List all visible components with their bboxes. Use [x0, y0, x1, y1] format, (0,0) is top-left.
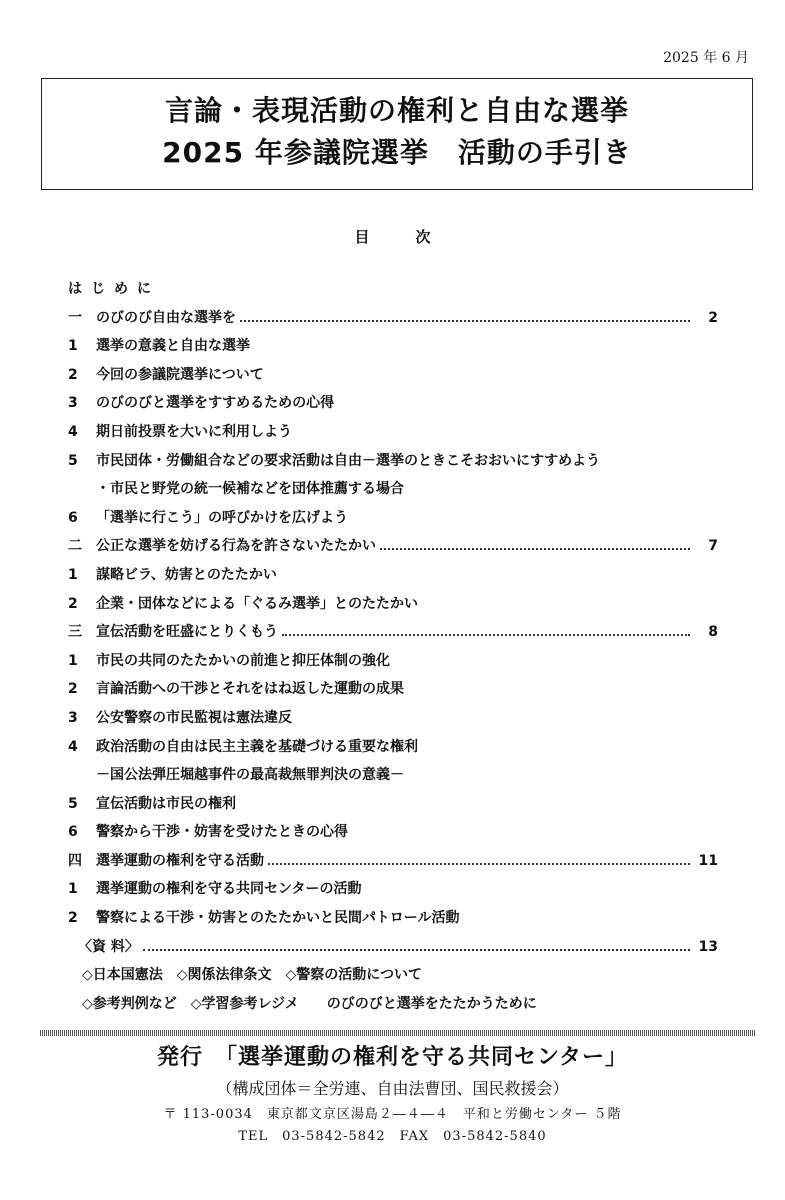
toc-number: 5	[68, 795, 78, 812]
toc-number: 2	[68, 595, 78, 612]
toc-page-number: 7	[708, 538, 718, 555]
toc-item	[68, 478, 718, 507]
toc-item	[68, 821, 718, 850]
materials-list-text: ◇日本国憲法 ◇関係法律条文 ◇警察の活動について	[82, 967, 423, 984]
toc-item	[68, 335, 718, 364]
toc-page-number: 13	[698, 938, 718, 955]
toc-leader-dots	[282, 634, 690, 636]
toc-text: 企業・団体などによる「ぐるみ選挙」とのたたかい	[96, 595, 418, 612]
toc-materials-list	[68, 964, 718, 993]
toc-item	[68, 507, 718, 536]
toc-number: 6	[68, 824, 78, 841]
toc-text: 選挙の意義と自由な選挙	[96, 338, 250, 355]
toc-item	[68, 707, 718, 736]
toc-text: 宣伝活動を旺盛にとりくもう	[96, 624, 278, 641]
toc-materials	[68, 936, 718, 965]
toc-number: 1	[68, 652, 78, 669]
document-title: 言論・表現活動の権利と自由な選挙	[164, 94, 629, 127]
document-subtitle: 2025 年参議院選挙 活動の手引き	[162, 136, 632, 169]
toc-text: 「選挙に行こう」の呼びかけを広げよう	[96, 509, 348, 526]
toc-number: 1	[68, 881, 78, 898]
toc-number: 三	[68, 624, 82, 641]
toc-number: 3	[68, 709, 78, 726]
toc-number: 二	[68, 538, 82, 555]
toc-number: 3	[68, 395, 78, 412]
toc-text: 政治活動の自由は民主主義を基礎づける重要な権利	[96, 738, 418, 755]
toc-item	[68, 878, 718, 907]
materials-list-text: ◇参考判例など ◇学習参考レジメ のびのびと選挙をたたかうために	[82, 995, 537, 1012]
toc-text: 警察による干渉・妨害とのたたかいと民間パトロール活動	[96, 910, 460, 927]
toc-number: 6	[68, 509, 78, 526]
toc-number: 四	[68, 852, 82, 869]
toc-text: 公正な選挙を妨げる行為を許さないたたかい	[96, 538, 376, 555]
toc-materials-label: 〈資 料〉	[78, 938, 139, 955]
toc-number: 4	[68, 738, 78, 755]
toc-page-number: 2	[708, 309, 718, 326]
address: 〒 113-0034 東京都文京区湯島２―４―４ 平和と労働センター ５階	[163, 1107, 622, 1122]
toc-item	[68, 593, 718, 622]
toc-text: 期日前投票を大いに利用しよう	[96, 423, 292, 440]
toc-text: 宣伝活動は市民の権利	[96, 795, 236, 812]
toc-item	[68, 364, 718, 393]
toc-item	[68, 564, 718, 593]
toc-text: のびのび自由な選挙を	[96, 309, 236, 326]
toc-item	[68, 678, 718, 707]
toc-number: 1	[68, 338, 78, 355]
toc-text: 謀略ビラ、妨害とのたたかい	[96, 566, 277, 583]
table-of-contents	[68, 278, 718, 1021]
toc-page-number: 8	[708, 624, 718, 641]
toc-text: 公安警察の市民監視は憲法違反	[96, 709, 292, 726]
member-organizations: （構成団体＝全労連、自由法曹団、国民救援会）	[216, 1079, 569, 1098]
publisher: 発行 「選挙運動の権利を守る共同センター」	[156, 1045, 629, 1070]
toc-intro	[68, 278, 718, 307]
contact-numbers: TEL 03-5842-5842 FAX 03-5842-5840	[238, 1129, 547, 1144]
toc-subitem-text: －国公法弾圧堀越事件の最高裁無罪判決の意義－	[96, 767, 404, 784]
toc-number: 1	[68, 566, 78, 583]
toc-item	[68, 764, 718, 793]
footer-separator	[40, 1030, 756, 1036]
toc-intro-label: はじめに	[68, 281, 160, 297]
toc-text: 今回の参議院選挙について	[96, 366, 264, 383]
toc-materials-list	[68, 993, 718, 1022]
toc-item	[68, 392, 718, 421]
toc-item	[68, 907, 718, 936]
toc-number: 4	[68, 423, 78, 440]
title-box	[41, 78, 753, 190]
toc-number: 2	[68, 366, 78, 383]
toc-leader-dots	[143, 949, 690, 951]
toc-subitem-text: ・市民と野党の統一候補などを団体推薦する場合	[96, 481, 404, 498]
toc-text: 選挙運動の権利を守る共同センターの活動	[96, 881, 362, 898]
toc-text: 市民団体・労働組合などの要求活動は自由－選挙のときこそおおいにすすめよう	[96, 452, 601, 469]
toc-heading: 目次	[354, 228, 477, 246]
toc-leader-dots	[240, 320, 690, 322]
toc-number: 一	[68, 309, 82, 326]
issue-date: 2025 年 6 月	[663, 50, 749, 66]
toc-leader-dots	[380, 548, 690, 550]
toc-text: 市民の共同のたたかいの前進と抑圧体制の強化	[96, 652, 390, 669]
toc-section	[68, 535, 718, 564]
toc-item	[68, 793, 718, 822]
toc-item	[68, 450, 718, 479]
toc-section	[68, 621, 718, 650]
toc-text: 選挙運動の権利を守る活動	[96, 852, 264, 869]
toc-section	[68, 307, 718, 336]
toc-number: 5	[68, 452, 78, 469]
toc-number: 2	[68, 681, 78, 698]
toc-item	[68, 736, 718, 765]
toc-text: のびのびと選挙をすすめるための心得	[96, 395, 335, 412]
toc-item	[68, 421, 718, 450]
toc-page-number: 11	[698, 852, 718, 869]
toc-number: 2	[68, 910, 78, 927]
toc-section	[68, 850, 718, 879]
toc-item	[68, 650, 718, 679]
toc-leader-dots	[268, 863, 690, 865]
toc-text: 言論活動への干渉とそれをはね返した運動の成果	[96, 681, 404, 698]
toc-text: 警察から干渉・妨害を受けたときの心得	[96, 824, 348, 841]
